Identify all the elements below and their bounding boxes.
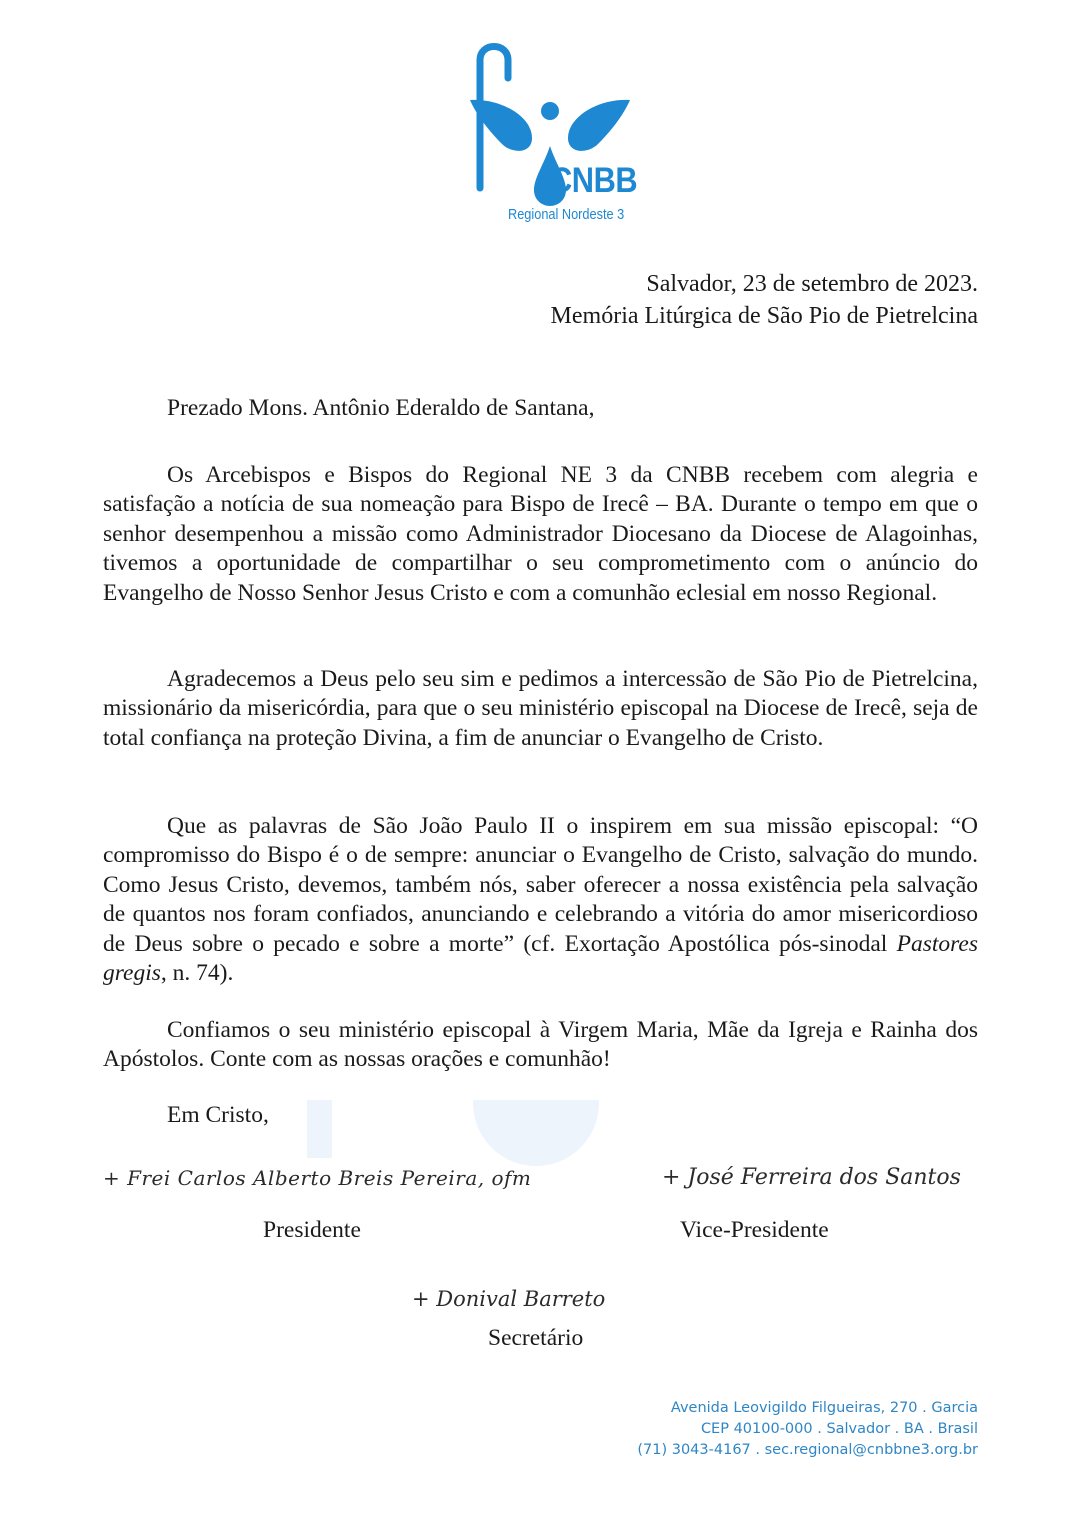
document-title: Pastores gregis [103, 930, 978, 987]
paragraph-3 [103, 812, 978, 988]
paragraph-4: Confiamos o seu ministério episcopal à Virgem Maria, Mãe da Igreja e Rainha dos Apóstolos. Conte com as nossas orações e comunhão! [103, 1017, 978, 1073]
letter-body-2 [103, 665, 978, 753]
paragraph-2: Agradecemos a Deus pelo seu sim e pedimos a intercessão de São Pio de Pietrelcina, missionário da misericórdia, para que o seu ministério episcopal na Diocese de Irecê, seja de total confiança na proteção Divina, a fim de anunciar o Evangelho de Cristo. [103, 666, 978, 751]
logo-wordmark: CNBB [550, 161, 638, 200]
liturgical-memorial: Memória Litúrgica de São Pio de Pietrelcina [550, 303, 978, 329]
salutation: Prezado Mons. Antônio Ederaldo de Santana, [167, 395, 595, 421]
paragraph-3-citation: , n. 74). [160, 960, 234, 987]
letter-body-4 [103, 1016, 978, 1075]
letter-body-3 [103, 812, 978, 988]
footer-phone-email: (71) 3043-4167 . sec.regional@cnbbne3.org.br [637, 1442, 978, 1458]
letter-body [103, 461, 978, 608]
paragraph-1: Os Arcebispos e Bispos do Regional NE 3 da CNBB recebem com alegria e satisfação a notícia de sua nomeação para Bispo de Irecê – BA. Durante o tempo em que o senhor desempenhou a missão como Administrador Diocesano da Diocese de Alagoinhas, tivemos a oportunidade de compartilhar o seu comprometimento com o anúncio do Evangelho de Nosso Senhor Jesus Cristo e com a comunhão eclesial em nosso Regional. [103, 462, 978, 606]
footer-address: Avenida Leovigildo Filgueiras, 270 . Garcia [670, 1400, 978, 1416]
role-vice-president: Vice-Presidente [680, 1217, 829, 1243]
footer-contact [637, 1398, 978, 1461]
paragraph-3-text: Que as palavras de São João Paulo II o inspirem em sua missão episcopal: “O compromisso do Bispo é o de sempre: anunciar o Evangelho de Cristo, salvação do mundo. Como Jesus Cristo, devemos, também nós, saber oferecer a nossa existência pela salvação de quantos nos foram confiados, anunciando e celebrando a vitória do amor misericordioso de Deus sobre o pecado e sobre a morte” (cf. Exortação Apostólica pós-sinodal [103, 813, 978, 957]
role-secretary: Secretário [488, 1325, 584, 1351]
footer-cep: CEP 40100-000 . Salvador . BA . Brasil [700, 1421, 978, 1437]
signature-secretary: + Donival Barreto [412, 1287, 606, 1311]
closing-block [103, 1101, 978, 1130]
role-president: Presidente [263, 1217, 361, 1243]
closing: Em Cristo, [167, 1102, 269, 1128]
signature-vice-president: + José Ferreira dos Santos [662, 1165, 961, 1190]
place-date: Salvador, 23 de setembro de 2023. [646, 271, 978, 297]
signature-president: + Frei Carlos Alberto Breis Pereira, ofm [103, 1166, 532, 1190]
cnbb-logo [470, 38, 640, 228]
logo-subtitle: Regional Nordeste 3 [508, 206, 625, 223]
dateline [551, 268, 978, 332]
